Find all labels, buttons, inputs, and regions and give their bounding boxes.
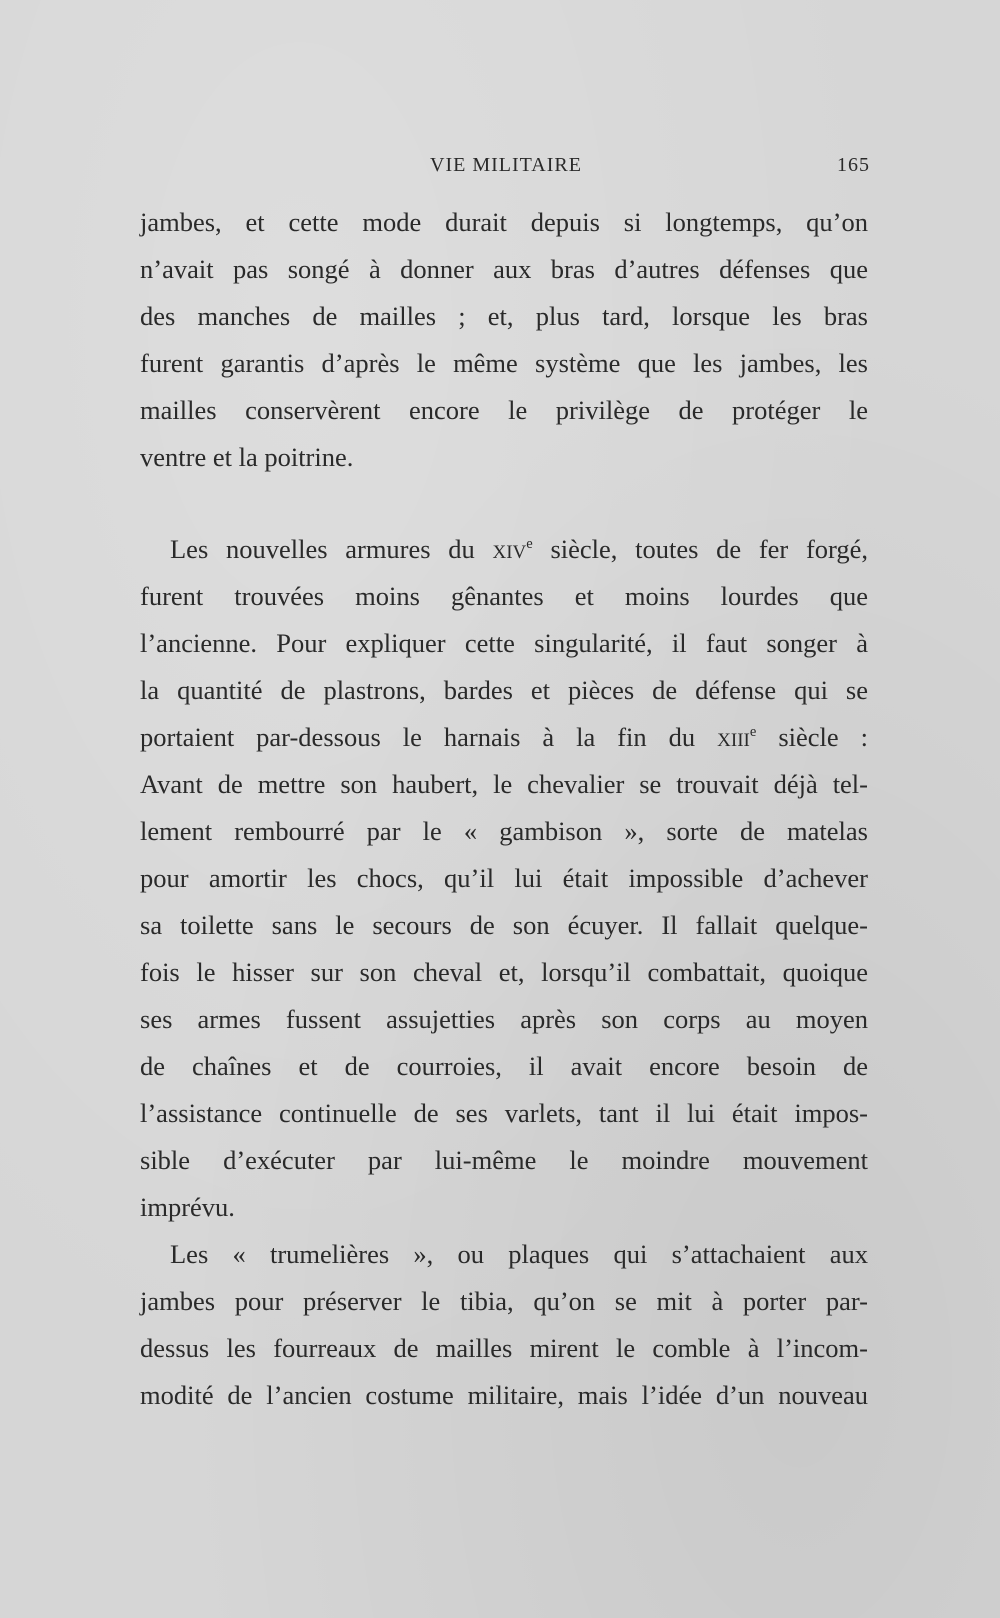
text-line: ses armes fussent assujetties après son corps au moyen (140, 1004, 868, 1034)
century-numeral: xiv (492, 534, 527, 564)
text-segment: siècle, toutes de fer forgé, (532, 534, 868, 564)
text-line (140, 720, 868, 754)
text-line (170, 532, 868, 566)
text-line: n’avait pas songé à donner aux bras d’autres défenses que (140, 254, 868, 284)
text-line: dessus les fourreaux de mailles mirent le comble à l’incom- (140, 1333, 868, 1363)
text-line: fois le hisser sur son cheval et, lorsqu’il combattait, quoique (140, 957, 868, 987)
text-segment: Les nouvelles armures du (170, 534, 493, 564)
superscript: e (526, 535, 533, 552)
text-line: lement rembourré par le « gambison », sorte de matelas (140, 816, 868, 846)
text-line: l’assistance continuelle de ses varlets, tant il lui était impos- (140, 1098, 868, 1128)
text-line: ventre et la poitrine. (140, 442, 354, 472)
superscript: e (749, 723, 757, 740)
text-line: l’ancienne. Pour expliquer cette singularité, il faut songer à (140, 628, 868, 658)
text-line: sa toilette sans le secours de son écuyer. Il fallait quelque- (140, 910, 868, 940)
text-line: la quantité de plastrons, bardes et pièces de défense qui se (140, 675, 868, 705)
text-line: pour amortir les chocs, qu’il lui était impossible d’achever (140, 863, 868, 893)
text-line: furent garantis d’après le même système que les jambes, les (140, 348, 868, 378)
text-line: de chaînes et de courroies, il avait encore besoin de (140, 1051, 868, 1081)
text-line: des manches de mailles ; et, plus tard, lorsque les bras (140, 301, 868, 331)
text-segment: portaient par-dessous le harnais à la fin du (140, 722, 718, 752)
page-number: 165 (837, 154, 870, 176)
text-line: modité de l’ancien costume militaire, mais l’idée d’un nouveau (140, 1380, 868, 1410)
century-numeral: xiii (717, 722, 750, 752)
text-line: imprévu. (140, 1192, 235, 1222)
text-line: mailles conservèrent encore le privilège de protéger le (140, 395, 868, 425)
text-line: Avant de mettre son haubert, le chevalier se trouvait déjà tel- (140, 769, 868, 799)
text-line: jambes, et cette mode durait depuis si longtemps, qu’on (140, 207, 868, 237)
running-title: VIE MILITAIRE (430, 154, 582, 176)
text-line: furent trouvées moins gênantes et moins lourdes que (140, 581, 868, 611)
text-line: Les « trumelières », ou plaques qui s’attachaient aux (170, 1239, 868, 1269)
text-line: jambes pour préserver le tibia, qu’on se mit à porter par- (140, 1286, 868, 1316)
text-line: sible d’exécuter par lui-même le moindre mouvement (140, 1145, 868, 1175)
text-segment: siècle : (756, 722, 868, 752)
running-head (140, 154, 870, 184)
